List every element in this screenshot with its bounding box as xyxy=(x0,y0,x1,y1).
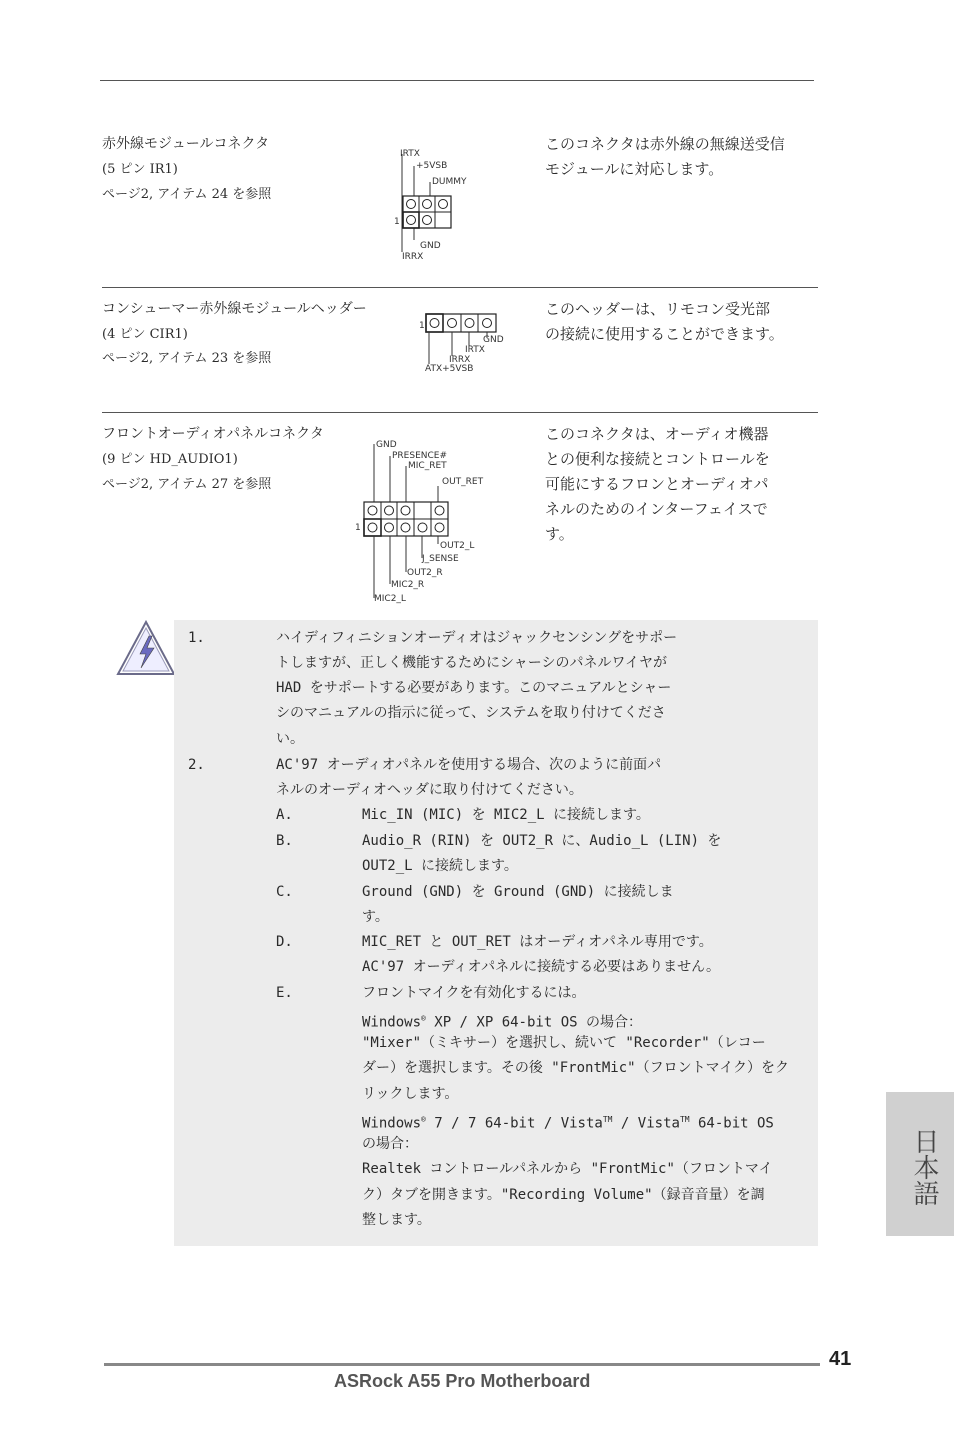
section3-desc xyxy=(545,422,805,547)
note-1-line: い。 xyxy=(276,731,304,747)
section1-desc xyxy=(545,132,805,182)
note-2d-line: AC'97 オーディオパネルに接続する必要はありません。 xyxy=(362,959,721,975)
note-2c-letter: C. xyxy=(276,884,293,900)
note-2-line: ネルのオーディオヘッダに取り付けてください。 xyxy=(276,782,583,798)
footer-title: ASRock A55 Pro Motherboard xyxy=(334,1371,591,1391)
note-2b-line: Audio_R (RIN) を OUT2_R に、Audio_L (LIN) を xyxy=(362,833,722,849)
section2-title: コンシューマー赤外線モジュールヘッダー xyxy=(102,301,367,317)
note-2e-xp-line: "Mixer"（ミキサー）を選択し、続いて "Recorder"（レコー xyxy=(362,1035,766,1051)
note-2c-line: す。 xyxy=(362,909,389,925)
note-2c-line: Ground (GND) を Ground (GND) に接続しま xyxy=(362,884,674,900)
hda-micret-label: MIC_RET xyxy=(408,461,447,471)
section2-pins: (4 ピン CIR1) xyxy=(102,327,188,342)
note-1-number: 1. xyxy=(188,630,205,646)
hda-presence-label: PRESENCE# xyxy=(392,451,448,461)
section3-pins: (9 ピン HD_AUDIO1) xyxy=(102,452,238,467)
section2-desc xyxy=(545,297,805,347)
note-2e-w7-line: ク）タブを開きます。"Recording Volume"（録音音量）を調 xyxy=(362,1187,765,1203)
section1-desc-line: このコネクタは赤外線の無線送受信 xyxy=(545,135,785,153)
hda-pin1-label: 1 xyxy=(355,523,361,533)
note-2a-letter: A. xyxy=(276,807,293,823)
cir1-pin1-label: 1 xyxy=(419,321,425,331)
note-2-line: AC'97 オーディオパネルを使用する場合、次のように前面パ xyxy=(276,757,662,773)
hda-mic2r-label: MIC2_R xyxy=(391,580,425,590)
cir1-atx5vsb-label: ATX+5VSB xyxy=(425,364,474,374)
cir1-gnd-label: GND xyxy=(483,335,504,345)
cir1-irrx-label: IRRX xyxy=(449,355,471,365)
section3-desc-line: 可能にするフロンとオーディオパ xyxy=(545,475,769,493)
language-label: 日本語 xyxy=(909,1128,939,1206)
note-2d-line: MIC_RET と OUT_RET はオーディオパネル専用です。 xyxy=(362,934,713,950)
ir1-pin-diagram xyxy=(390,144,490,264)
hda-out2r-label: OUT2_R xyxy=(407,568,443,578)
note-2b-line: OUT2_L に接続します。 xyxy=(362,858,518,874)
section3-desc-line: ネルのためのインターフェイスで xyxy=(545,500,768,518)
windows-text: Windows xyxy=(362,1115,422,1132)
ir1-irrx-label: IRRX xyxy=(402,252,424,262)
note-2e-line: フロントマイクを有効化するには。 xyxy=(362,985,586,1001)
note-1-line: ハイディフィニションオーディオはジャックセンシングをサポー xyxy=(276,630,678,646)
ir1-dummy-label: DUMMY xyxy=(432,177,467,187)
vista-text: / Vista xyxy=(612,1115,680,1132)
note-2e-w7-line: の場合： xyxy=(362,1136,418,1152)
language-side-tab xyxy=(886,1092,954,1236)
section-divider xyxy=(102,412,818,413)
hda-mic2l-label: MIC2_L xyxy=(374,594,406,604)
note-2d-letter: D. xyxy=(276,934,293,950)
w7-text: 7 / 7 64-bit / Vista xyxy=(425,1115,603,1132)
hda-gnd-label: GND xyxy=(376,440,397,450)
section2-ref: ページ2, アイテム 23 を参照 xyxy=(102,351,272,366)
os-text: 64-bit OS xyxy=(689,1115,774,1132)
note-2e-w7-line: 整します。 xyxy=(362,1212,431,1228)
note-1-line: トしますが、正しく機能するためにシャーシのパネルワイヤが xyxy=(276,655,668,671)
note-2e-w7-heading xyxy=(362,1107,774,1137)
section3-desc-line: このコネクタは、オーディオ機器 xyxy=(545,425,769,443)
section1-title: 赤外線モジュールコネクタ xyxy=(102,136,270,152)
note-2e-letter: E. xyxy=(276,985,293,1001)
section3-title: フロントオーディオパネルコネクタ xyxy=(102,426,324,442)
top-rule xyxy=(100,80,814,81)
section1-desc-line: モジュールに対応します。 xyxy=(545,160,724,178)
note-2a-line: Mic_IN (MIC) を MIC2_L に接続します。 xyxy=(362,807,650,823)
section1-pins: (5 ピン IR1) xyxy=(102,162,178,177)
note-2e-xp-line: リックします。 xyxy=(362,1086,459,1102)
footer-rule xyxy=(104,1363,820,1366)
cir1-irtx-label: IRTX xyxy=(465,345,485,355)
page-number: 41 xyxy=(829,1348,852,1370)
hda-out2l-label: OUT2_L xyxy=(440,541,475,551)
ir1-5vsb-label: +5VSB xyxy=(416,161,448,171)
ir1-pin1-label: 1 xyxy=(394,217,400,227)
section2-desc-line: の接続に使用することができます。 xyxy=(545,325,784,343)
hd-audio-pin-diagram xyxy=(350,436,510,606)
section3-desc-line: す。 xyxy=(545,525,574,543)
note-2b-letter: B. xyxy=(276,833,293,849)
trademark-mark: TM xyxy=(602,1115,613,1124)
windows-text: Windows xyxy=(362,1014,422,1031)
ir1-gnd-label: GND xyxy=(420,241,441,251)
hda-outret-label: OUT_RET xyxy=(442,477,484,487)
section3-desc-line: との便利な接続とコントロールを xyxy=(545,450,770,468)
ir1-irtx-label: IRTX xyxy=(400,149,420,159)
section1-ref: ページ2, アイテム 24 を参照 xyxy=(102,187,272,202)
note-2-number: 2. xyxy=(188,757,205,773)
registered-mark: ® xyxy=(421,1014,426,1023)
xp-text: XP / XP 64-bit OS の場合： xyxy=(425,1014,642,1031)
note-2e-w7-line: Realtek コントロールパネルから "FrontMic"（フロントマイ xyxy=(362,1161,773,1177)
note-2e-xp-line: ダー）を選択します。その後 "FrontMic"（フロントマイク）をク xyxy=(362,1060,790,1076)
trademark-mark: TM xyxy=(679,1115,690,1124)
registered-mark: ® xyxy=(421,1115,426,1124)
hda-jsense-label: J_SENSE xyxy=(422,554,459,564)
cir1-pin-diagram xyxy=(415,308,515,376)
section-divider xyxy=(102,287,818,288)
note-1-line: シのマニュアルの指示に従って、システムを取り付けてくださ xyxy=(276,705,666,721)
note-1-line: HAD をサポートする必要があります。このマニュアルとシャー xyxy=(276,680,672,696)
warning-icon xyxy=(114,618,178,678)
section3-ref: ページ2, アイテム 27 を参照 xyxy=(102,477,272,492)
section2-desc-line: このヘッダーは、リモコン受光部 xyxy=(545,300,771,318)
